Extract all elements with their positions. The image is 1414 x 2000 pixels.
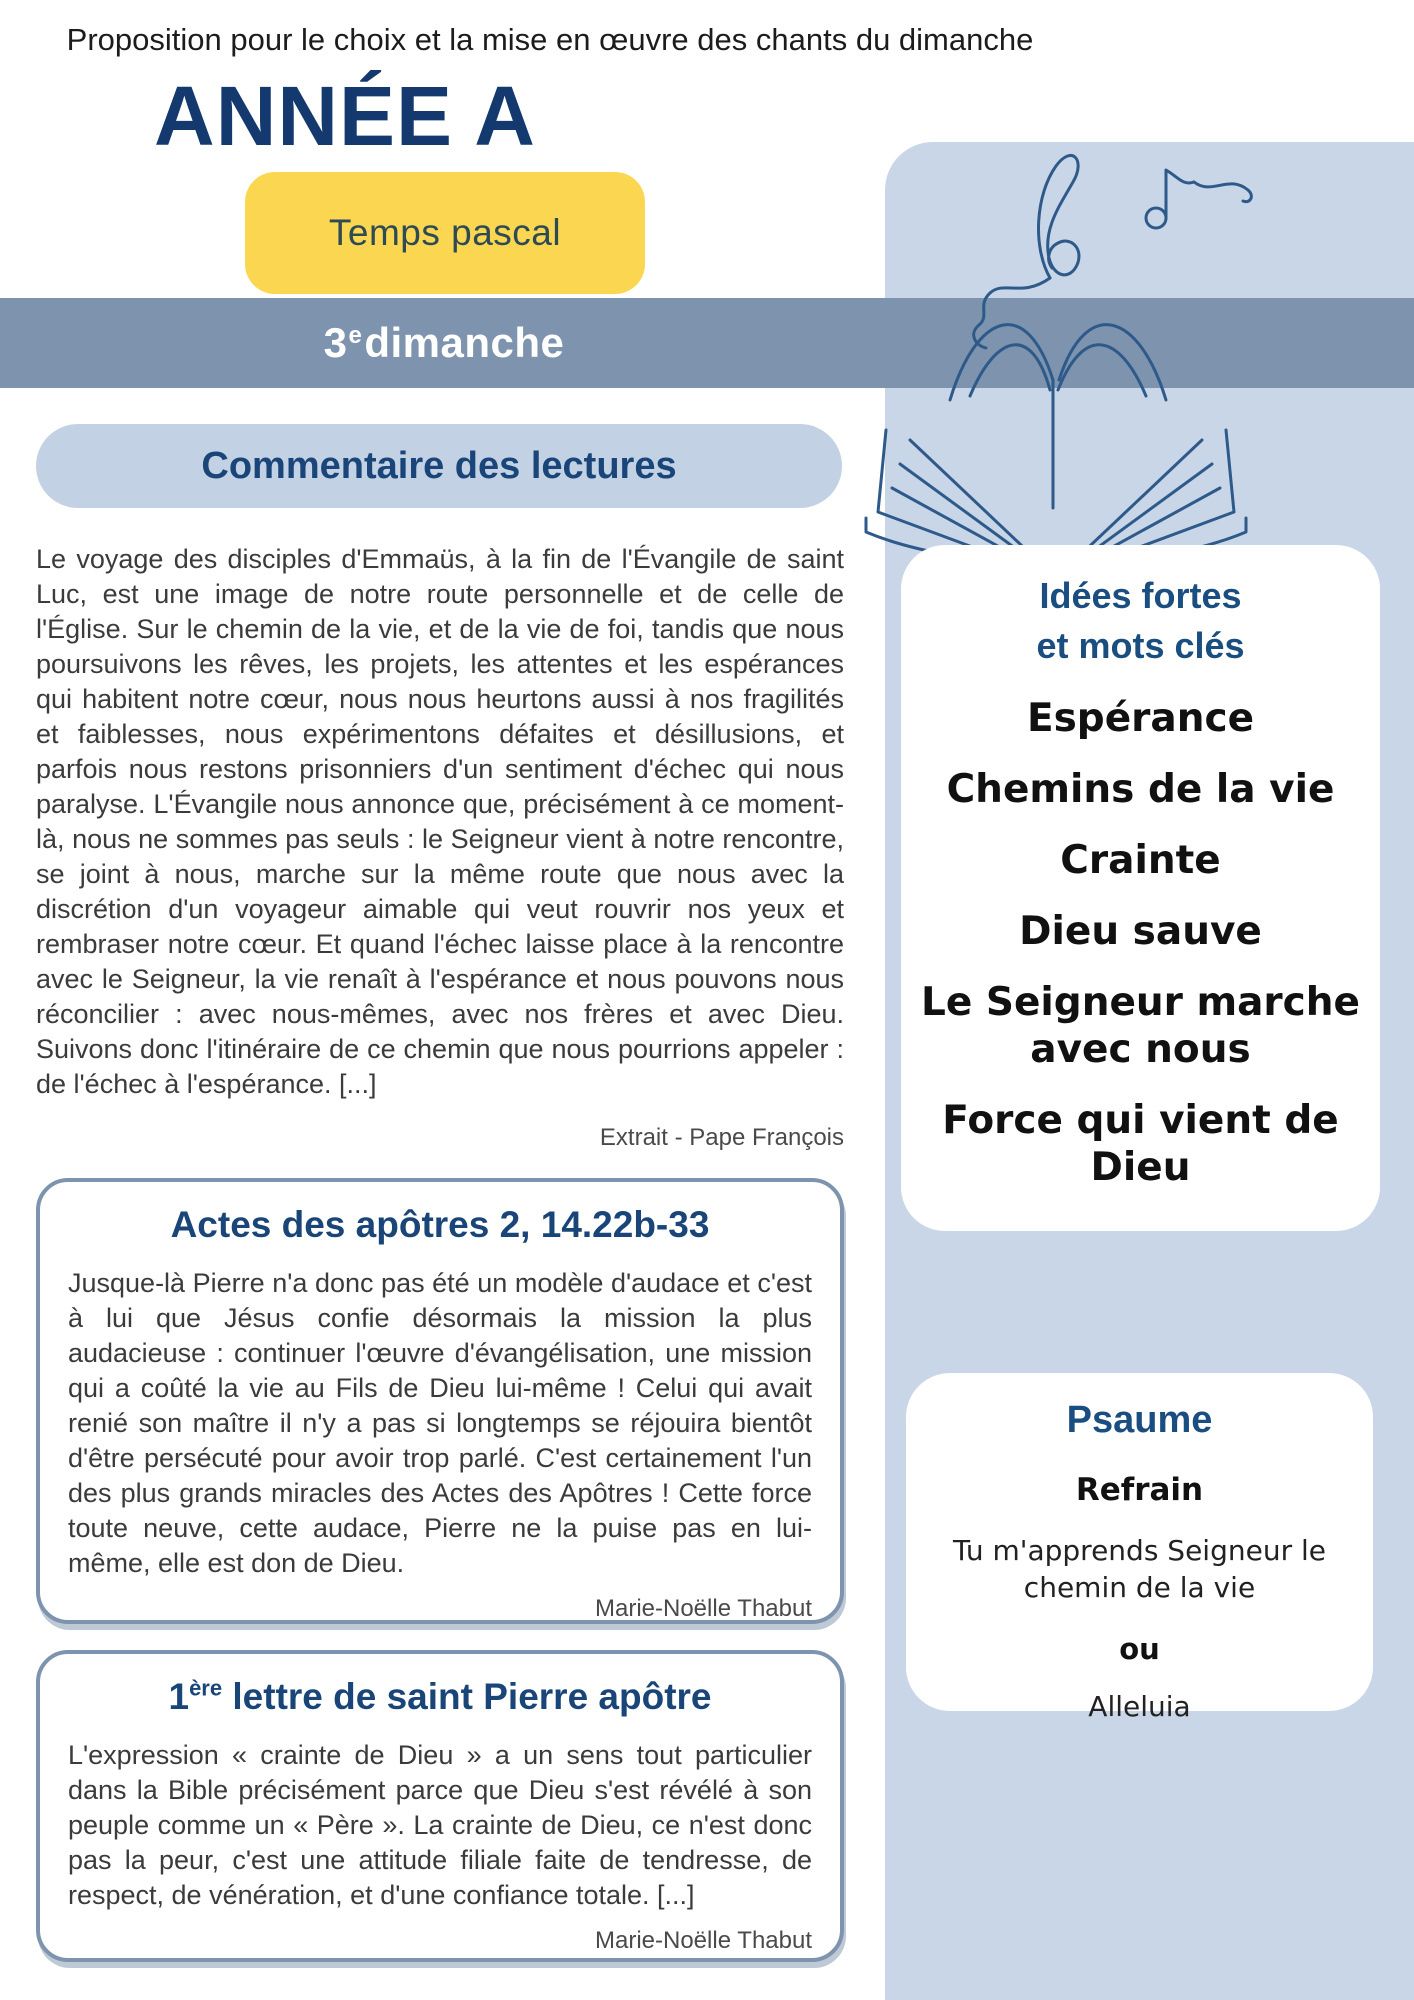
reading-attribution: Marie-Noëlle Thabut (595, 1927, 812, 1954)
commentary-heading-pill (36, 424, 842, 508)
reading-box-actes (36, 1178, 844, 1624)
season-badge (245, 172, 645, 294)
key-ideas-panel (901, 545, 1380, 1231)
reading-body: L'expression « crainte de Dieu » a un sens tout particulier dans la Bible précisément parce que Dieu s'est révélé à son peuple comme un « Père ». La crainte de Dieu, ce n'est donc pas la peur, c'est une attitude filiale faite de tendresse, de respect, de vénération, et d'une confiance totale. [...] (68, 1740, 812, 1910)
keyword: Dieu sauve (1019, 909, 1262, 954)
reading-attribution: Marie-Noëlle Thabut (595, 1595, 812, 1622)
psalm-or-label: ou (1119, 1632, 1160, 1666)
commentary-section (36, 542, 844, 1155)
keyword: Chemins de la vie (946, 767, 1335, 812)
commentary-body: Le voyage des disciples d'Emmaüs, à la fin de l'Évangile de saint Luc, est une image de notre route personnelle et de celle de l'Église. Sur le chemin de la vie, et de la vie de foi, tandis que nous poursuivons les rêves, les projets, les attentes et les espérances qui habitent notre cœur, nous nous heurtons aussi à nos fragilités et faiblesses, nous expérimentons défaites et désillusions, et parfois nous restons prisonniers d'un sentiment d'échec qui nous paralyse. L'Évangile nous annonce que, précisément à ce moment-là, nous ne sommes pas seuls : le Seigneur vient à notre rencontre, se joint à nous, marche sur la même route que nous avec la discrétion d'un voyageur aimable qui veut rouvrir nos yeux et rembraser notre cœur. Et quand l'échec laisse place à la rencontre avec le Seigneur, la vie renaît à l'espérance et nous pouvons nous réconcilier : avec nous-mêmes, avec nos frères et avec Dieu. Suivons donc l'itinéraire de ce chemin que nous pourrions appeler : de l'échec à l'espérance. [...] (36, 544, 844, 1099)
reading-box-lettre-pierre (36, 1650, 844, 1962)
keyword: Espérance (1026, 696, 1255, 741)
keyword: Force qui vient de Dieu (942, 1098, 1339, 1190)
document-title: Proposition pour le choix et la mise en œuvre des chants du dimanche (66, 22, 1034, 57)
season-badge-label: Temps pascal (328, 212, 562, 253)
sunday-banner-label: 3 e dimanche (323, 319, 565, 366)
year-heading: ANNÉE A (154, 69, 536, 163)
reading-title: Actes des apôtres 2, 14.22b-33 (170, 1204, 710, 1245)
psalm-panel (906, 1373, 1373, 1723)
key-ideas-heading: Idées fortes et mots clés (1036, 575, 1245, 666)
commentary-heading: Commentaire des lectures (201, 444, 677, 487)
keyword: Crainte (1060, 838, 1221, 883)
psalm-refrain-text: Tu m'apprends Seigneur le chemin de la vie (953, 1534, 1326, 1604)
psalm-refrain-label: Refrain (1075, 1472, 1204, 1508)
keyword: Le Seigneur marche avec nous (920, 980, 1361, 1072)
reading-body: Jusque-là Pierre n'a donc pas été un modèle d'audace et c'est à lui que Jésus confie désormais la mission la plus audacieuse : continuer l'œuvre d'évangélisation, une mission qui a coûté la vie au Fils de Dieu lui-même ! Celui qui avait renié son maître il n'y a pas si longtemps se réjouira bientôt d'être persécuté pour avoir trop parlé. C'est certainement l'un des plus grands miracles des Actes des Apôtres ! Cette force toute neuve, cette audace, Pierre ne la puise pas en lui-même, elle est don de Dieu. (68, 1268, 812, 1578)
commentary-attribution: Extrait - Pape François (599, 1124, 844, 1151)
psalm-heading: Psaume (1066, 1399, 1213, 1441)
psalm-alternative: Alleluia (1088, 1690, 1191, 1723)
reading-title: 1ère lettre de saint Pierre apôtre (168, 1675, 712, 1717)
